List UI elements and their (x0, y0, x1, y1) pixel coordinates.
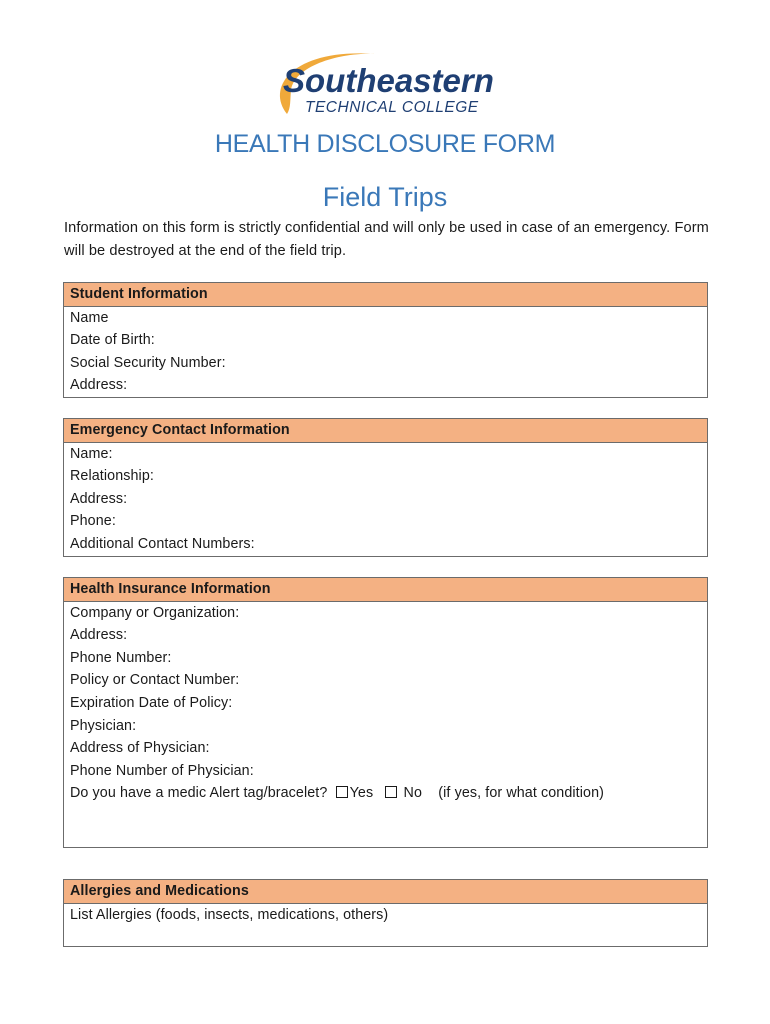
allergies-list-field[interactable]: List Allergies (foods, insects, medications, others) (70, 906, 389, 923)
logo-name-top: Southeastern (283, 62, 494, 99)
emergency-contact-header: Emergency Contact Information (64, 419, 707, 443)
physician-field[interactable]: Physician: (70, 717, 137, 734)
insurance-expiration-field[interactable]: Expiration Date of Policy: (70, 694, 233, 711)
allergies-medications-header: Allergies and Medications (64, 880, 707, 904)
medic-alert-row (64, 782, 707, 805)
student-address-field[interactable]: Address: (70, 377, 128, 394)
emergency-address-field[interactable]: Address: (70, 490, 128, 507)
insurance-policy-field[interactable]: Policy or Contact Number: (70, 672, 240, 689)
health-insurance-header: Health Insurance Information (64, 578, 707, 602)
medic-alert-no-checkbox[interactable] (385, 786, 397, 798)
student-information-section (63, 282, 708, 398)
medic-alert-condition-note: (if yes, for what condition) (438, 785, 604, 802)
logo-name-bottom: TECHNICAL COLLEGE (305, 99, 479, 116)
physician-address-field[interactable]: Address of Physician: (70, 740, 210, 757)
student-name-field[interactable]: Name (70, 309, 109, 326)
college-logo-graphic (265, 46, 505, 118)
form-title: HEALTH DISCLOSURE FORM (214, 130, 556, 158)
medic-alert-no-label: No (403, 785, 422, 802)
emergency-contact-section (63, 418, 708, 557)
emergency-phone-field[interactable]: Phone: (70, 513, 116, 530)
physician-phone-field[interactable]: Phone Number of Physician: (70, 762, 254, 779)
medic-alert-yes-checkbox[interactable] (336, 786, 348, 798)
student-dob-field[interactable]: Date of Birth: (70, 332, 155, 349)
insurance-company-field[interactable]: Company or Organization: (70, 604, 240, 621)
medic-alert-yes-label: Yes (349, 785, 374, 802)
insurance-address-field[interactable]: Address: (70, 627, 128, 644)
emergency-relationship-field[interactable]: Relationship: (70, 468, 154, 485)
emergency-additional-numbers-field[interactable]: Additional Contact Numbers: (70, 535, 255, 552)
medic-alert-question: Do you have a medic Alert tag/bracelet? (70, 785, 328, 802)
allergies-entry-area[interactable] (64, 926, 707, 946)
form-subtitle: Field Trips (322, 182, 448, 212)
medic-alert-condition-area[interactable] (64, 805, 707, 847)
allergies-medications-section (63, 879, 708, 947)
student-ssn-field[interactable]: Social Security Number: (70, 354, 226, 371)
intro-text: Information on this form is strictly confidential and will only be used in case of an emergency. Form will be destroyed at the end of the field trip. (64, 220, 709, 259)
insurance-phone-field[interactable]: Phone Number: (70, 649, 172, 666)
college-logo (265, 46, 505, 118)
student-information-header: Student Information (64, 283, 707, 307)
emergency-name-field[interactable]: Name: (70, 445, 113, 462)
health-insurance-section (63, 577, 708, 848)
